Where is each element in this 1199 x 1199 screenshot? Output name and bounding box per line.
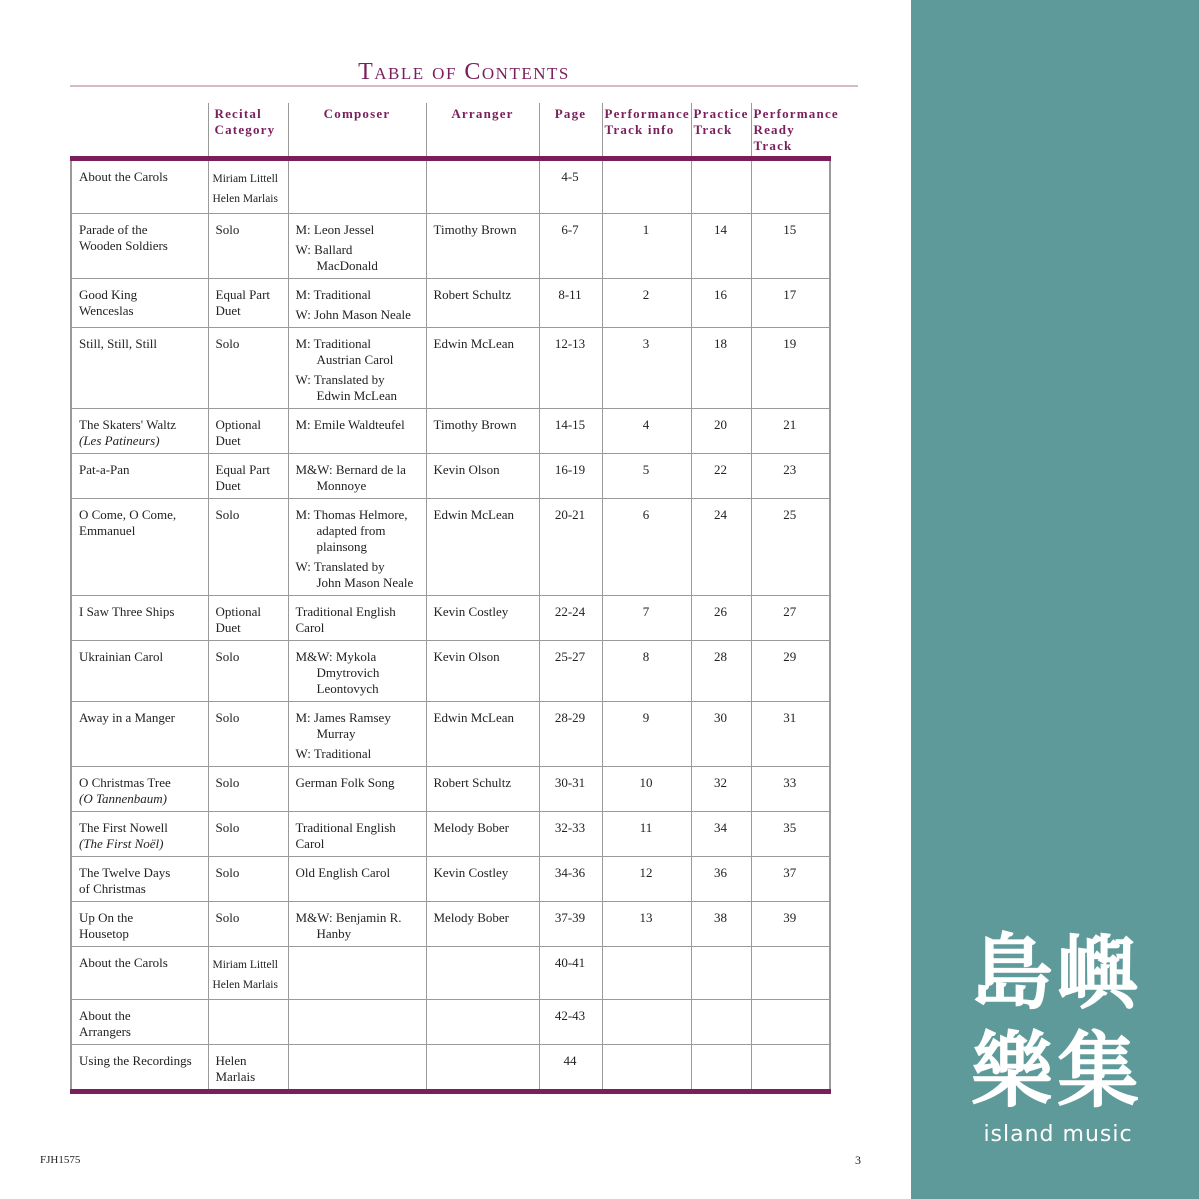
song-title-line: Away in a Manger	[79, 710, 175, 725]
song-title-line: About the Carols	[79, 169, 168, 184]
composer-cell	[288, 767, 426, 812]
arranger-cell	[426, 159, 539, 214]
performance-track-cell	[602, 159, 691, 214]
header-page: Page	[539, 103, 602, 159]
practice-track-cell: 20	[691, 409, 751, 454]
song-title-line: O Come, O Come,	[79, 507, 177, 522]
song-title-line: (O Tannenbaum)	[79, 791, 167, 806]
recital-category-line: Helen	[215, 1053, 247, 1068]
recital-category-line: Solo	[215, 222, 240, 237]
song-title-line: The Skaters' Waltz	[79, 417, 177, 432]
arranger-cell	[426, 947, 539, 1000]
song-title-line: Emmanuel	[79, 523, 136, 538]
table-row	[71, 596, 830, 641]
recital-category-cell	[208, 702, 288, 767]
arranger-cell: Edwin McLean	[426, 702, 539, 767]
recital-category-line: Miriam Littell	[212, 173, 278, 185]
performance-track-cell: 13	[602, 902, 691, 947]
composer-line: adapted from	[316, 523, 386, 538]
performance-track-cell: 10	[602, 767, 691, 812]
page-cell: 28-29	[539, 702, 602, 767]
performance-ready-cell: 31	[751, 702, 830, 767]
arranger-cell: Kevin Costley	[426, 596, 539, 641]
practice-track-cell: 24	[691, 499, 751, 596]
composer-line: M&W: Benjamin R.	[295, 910, 402, 925]
recital-category-cell	[208, 279, 288, 328]
recital-category-cell	[208, 328, 288, 409]
recital-category-cell	[208, 1000, 288, 1045]
performance-ready-cell: 37	[751, 857, 830, 902]
performance-ready-cell: 33	[751, 767, 830, 812]
composer-line: M: Traditional	[295, 287, 371, 302]
performance-ready-cell: 17	[751, 279, 830, 328]
performance-track-cell: 12	[602, 857, 691, 902]
practice-track-cell: 18	[691, 328, 751, 409]
header-composer: Composer	[288, 103, 426, 159]
composer-line: W: Traditional	[295, 746, 372, 761]
composer-line: Traditional English	[295, 820, 396, 835]
song-title-cell	[71, 1000, 208, 1045]
recital-category-line: Optional	[215, 417, 261, 432]
arranger-cell	[426, 1000, 539, 1045]
table-row	[71, 279, 830, 328]
arranger-cell: Robert Schultz	[426, 279, 539, 328]
recital-category-cell	[208, 947, 288, 1000]
song-title-line: I Saw Three Ships	[79, 604, 175, 619]
practice-track-cell: 38	[691, 902, 751, 947]
table-row	[71, 1000, 830, 1045]
composer-line: W: Translated by	[295, 372, 385, 387]
recital-category-line: Optional	[215, 604, 261, 619]
header-performance-ready: Performance Ready Track	[751, 103, 830, 159]
arranger-cell: Kevin Olson	[426, 641, 539, 702]
page-cell: 16-19	[539, 454, 602, 499]
recital-category-cell	[208, 767, 288, 812]
performance-track-cell: 1	[602, 214, 691, 279]
composer-line: Monnoye	[316, 478, 367, 493]
performance-ready-cell: 29	[751, 641, 830, 702]
composer-cell	[288, 454, 426, 499]
performance-ready-cell: 21	[751, 409, 830, 454]
composer-line: M: Leon Jessel	[295, 222, 375, 237]
practice-track-cell: 16	[691, 279, 751, 328]
song-title-cell	[71, 902, 208, 947]
song-title-line: (The First Noël)	[79, 836, 164, 851]
page-title: Table of Contents	[358, 59, 570, 85]
composer-line: Carol	[295, 620, 325, 635]
composer-cell	[288, 499, 426, 596]
recital-category-line: Equal Part	[215, 287, 271, 302]
recital-category-line: Solo	[215, 507, 240, 522]
song-title-line: Good King	[79, 287, 138, 302]
song-title-line: Housetop	[79, 926, 129, 941]
song-title-line: of Christmas	[79, 881, 146, 896]
page-cell: 14-15	[539, 409, 602, 454]
song-title-line: Ukrainian Carol	[79, 649, 164, 664]
page-cell: 37-39	[539, 902, 602, 947]
practice-track-cell: 22	[691, 454, 751, 499]
arranger-cell: Timothy Brown	[426, 409, 539, 454]
performance-track-cell: 9	[602, 702, 691, 767]
composer-line: Leontovych	[316, 681, 379, 696]
practice-track-cell: 26	[691, 596, 751, 641]
song-title-line: The First Nowell	[79, 820, 168, 835]
performance-track-cell: 4	[602, 409, 691, 454]
song-title-cell	[71, 1045, 208, 1092]
header-performance-track: Performance Track info	[602, 103, 691, 159]
song-title-cell	[71, 702, 208, 767]
performance-track-cell: 8	[602, 641, 691, 702]
performance-ready-cell: 19	[751, 328, 830, 409]
composer-line: M: Thomas Helmore,	[295, 507, 408, 522]
recital-category-line: Duet	[215, 303, 241, 318]
table-row	[71, 857, 830, 902]
recital-category-cell	[208, 499, 288, 596]
composer-line: W: John Mason Neale	[295, 307, 411, 322]
recital-category-line: Duet	[215, 433, 241, 448]
practice-track-cell	[691, 159, 751, 214]
performance-ready-cell: 35	[751, 812, 830, 857]
song-title-line: Pat-a-Pan	[79, 462, 130, 477]
composer-cell	[288, 159, 426, 214]
table-row	[71, 1045, 830, 1092]
recital-category-line: Duet	[215, 620, 241, 635]
performance-ready-cell	[751, 1045, 830, 1092]
arranger-cell	[426, 1045, 539, 1092]
page-cell: 6-7	[539, 214, 602, 279]
arranger-cell: Melody Bober	[426, 902, 539, 947]
performance-ready-cell: 23	[751, 454, 830, 499]
recital-category-cell	[208, 159, 288, 214]
song-title-cell	[71, 499, 208, 596]
recital-category-cell	[208, 214, 288, 279]
composer-line: W: Ballard	[295, 242, 353, 257]
song-title-cell	[71, 857, 208, 902]
performance-track-cell: 5	[602, 454, 691, 499]
song-title-cell	[71, 947, 208, 1000]
page-cell: 42-43	[539, 1000, 602, 1045]
brand-latin: island music	[983, 1122, 1133, 1147]
recital-category-cell	[208, 812, 288, 857]
song-title-cell	[71, 214, 208, 279]
composer-line: Austrian Carol	[316, 352, 394, 367]
recital-category-cell	[208, 596, 288, 641]
composer-line: Traditional English	[295, 604, 396, 619]
recital-category-line: Equal Part	[215, 462, 271, 477]
recital-category-cell	[208, 454, 288, 499]
recital-category-line: Solo	[215, 775, 240, 790]
header-row	[71, 103, 830, 159]
composer-line: MacDonald	[316, 258, 378, 273]
table-row	[71, 409, 830, 454]
performance-track-cell	[602, 947, 691, 1000]
arranger-cell: Kevin Olson	[426, 454, 539, 499]
page-cell: 20-21	[539, 499, 602, 596]
composer-line: W: Translated by	[295, 559, 385, 574]
composer-line: German Folk Song	[295, 775, 395, 790]
practice-track-cell: 28	[691, 641, 751, 702]
brand-cjk-line-1: 島嶼	[970, 926, 1143, 1021]
arranger-cell: Melody Bober	[426, 812, 539, 857]
table-row	[71, 328, 830, 409]
composer-line: M&W: Mykola	[295, 649, 377, 664]
composer-line: Dmytrovich	[316, 665, 380, 680]
composer-cell	[288, 1045, 426, 1092]
song-title-cell	[71, 279, 208, 328]
recital-category-cell	[208, 857, 288, 902]
recital-category-line: Solo	[215, 710, 240, 725]
performance-track-cell: 11	[602, 812, 691, 857]
arranger-cell: Robert Schultz	[426, 767, 539, 812]
recital-category-cell	[208, 409, 288, 454]
page-cell: 22-24	[539, 596, 602, 641]
contents-table	[70, 103, 839, 1094]
song-title-line: About the Carols	[79, 955, 168, 970]
composer-line: Hanby	[316, 926, 352, 941]
recital-category-line: Helen Marlais	[212, 193, 278, 205]
performance-track-cell	[602, 1000, 691, 1045]
song-title-line: Arrangers	[79, 1024, 131, 1039]
practice-track-cell: 34	[691, 812, 751, 857]
song-title-line: (Les Patineurs)	[79, 433, 160, 448]
page-cell: 25-27	[539, 641, 602, 702]
composer-line: M: Emile Waldteufel	[295, 417, 405, 432]
composer-line: Carol	[295, 836, 325, 851]
practice-track-cell	[691, 1000, 751, 1045]
recital-category-line: Helen Marlais	[212, 979, 278, 991]
composer-line: Edwin McLean	[316, 388, 398, 403]
song-title-cell	[71, 159, 208, 214]
composer-cell	[288, 902, 426, 947]
song-title-cell	[71, 812, 208, 857]
composer-line: Murray	[316, 726, 356, 741]
composer-cell	[288, 702, 426, 767]
composer-cell	[288, 409, 426, 454]
composer-cell	[288, 641, 426, 702]
arranger-cell: Edwin McLean	[426, 499, 539, 596]
page-cell: 44	[539, 1045, 602, 1092]
song-title-line: Wenceslas	[79, 303, 134, 318]
recital-category-cell	[208, 641, 288, 702]
song-title-line: About the	[79, 1008, 131, 1023]
song-title-cell	[71, 596, 208, 641]
composer-line: M&W: Bernard de la	[295, 462, 406, 477]
recital-category-line: Solo	[215, 820, 240, 835]
composer-cell	[288, 279, 426, 328]
performance-ready-cell	[751, 1000, 830, 1045]
composer-cell	[288, 857, 426, 902]
practice-track-cell: 32	[691, 767, 751, 812]
composer-cell	[288, 596, 426, 641]
header-title	[71, 103, 208, 159]
page-cell: 40-41	[539, 947, 602, 1000]
page-cell: 8-11	[539, 279, 602, 328]
practice-track-cell: 30	[691, 702, 751, 767]
composer-cell	[288, 328, 426, 409]
composer-line: Old English Carol	[295, 865, 391, 880]
performance-ready-cell: 25	[751, 499, 830, 596]
brand-cjk-line-2: 樂集	[970, 1024, 1143, 1119]
song-title-cell	[71, 454, 208, 499]
table-row	[71, 702, 830, 767]
recital-category-cell	[208, 902, 288, 947]
practice-track-cell	[691, 947, 751, 1000]
performance-ready-cell	[751, 947, 830, 1000]
composer-line: M: James Ramsey	[295, 710, 391, 725]
composer-cell	[288, 214, 426, 279]
table-row	[71, 214, 830, 279]
table-row	[71, 767, 830, 812]
song-title-line: Using the Recordings	[79, 1053, 192, 1068]
table-row	[71, 902, 830, 947]
performance-track-cell: 7	[602, 596, 691, 641]
table-row	[71, 454, 830, 499]
recital-category-line: Solo	[215, 865, 240, 880]
practice-track-cell	[691, 1045, 751, 1092]
song-title-cell	[71, 641, 208, 702]
header-arranger: Arranger	[426, 103, 539, 159]
page-cell: 32-33	[539, 812, 602, 857]
song-title-cell	[71, 328, 208, 409]
brand-logo	[962, 925, 1152, 1121]
song-title-line: The Twelve Days	[79, 865, 171, 880]
page-cell: 34-36	[539, 857, 602, 902]
composer-line: plainsong	[316, 539, 368, 554]
arranger-cell: Kevin Costley	[426, 857, 539, 902]
recital-category-line: Marlais	[215, 1069, 256, 1084]
table-body	[71, 159, 830, 1092]
recital-category-line: Solo	[215, 910, 240, 925]
song-title-cell	[71, 409, 208, 454]
page-cell: 4-5	[539, 159, 602, 214]
table-row	[71, 499, 830, 596]
performance-ready-cell: 39	[751, 902, 830, 947]
recital-category-line: Duet	[215, 478, 241, 493]
song-title-cell	[71, 767, 208, 812]
performance-ready-cell	[751, 159, 830, 214]
song-title-line: O Christmas Tree	[79, 775, 171, 790]
recital-category-line: Solo	[215, 649, 240, 664]
performance-track-cell: 2	[602, 279, 691, 328]
performance-ready-cell: 27	[751, 596, 830, 641]
title-divider	[70, 85, 858, 87]
header-recital-category: Recital Category	[208, 103, 288, 159]
practice-track-cell: 36	[691, 857, 751, 902]
product-code: FJH1575	[40, 1154, 81, 1166]
performance-track-cell: 6	[602, 499, 691, 596]
page-number: 3	[855, 1153, 861, 1167]
page-cell: 12-13	[539, 328, 602, 409]
page-cell: 30-31	[539, 767, 602, 812]
song-title-line: Wooden Soldiers	[79, 238, 168, 253]
song-title-line: Parade of the	[79, 222, 148, 237]
arranger-cell: Timothy Brown	[426, 214, 539, 279]
recital-category-cell	[208, 1045, 288, 1092]
header-practice-track: Practice Track	[691, 103, 751, 159]
performance-ready-cell: 15	[751, 214, 830, 279]
composer-cell	[288, 947, 426, 1000]
composer-line: John Mason Neale	[316, 575, 414, 590]
recital-category-line: Solo	[215, 336, 240, 351]
song-title-line: Still, Still, Still	[79, 336, 158, 351]
table-row	[71, 812, 830, 857]
practice-track-cell: 14	[691, 214, 751, 279]
table-row	[71, 641, 830, 702]
composer-cell	[288, 812, 426, 857]
recital-category-line: Miriam Littell	[212, 959, 278, 971]
composer-line: M: Traditional	[295, 336, 371, 351]
arranger-cell: Edwin McLean	[426, 328, 539, 409]
performance-track-cell: 3	[602, 328, 691, 409]
performance-track-cell	[602, 1045, 691, 1092]
table-row	[71, 947, 830, 1000]
table-row	[71, 159, 830, 214]
composer-cell	[288, 1000, 426, 1045]
song-title-line: Up On the	[79, 910, 134, 925]
